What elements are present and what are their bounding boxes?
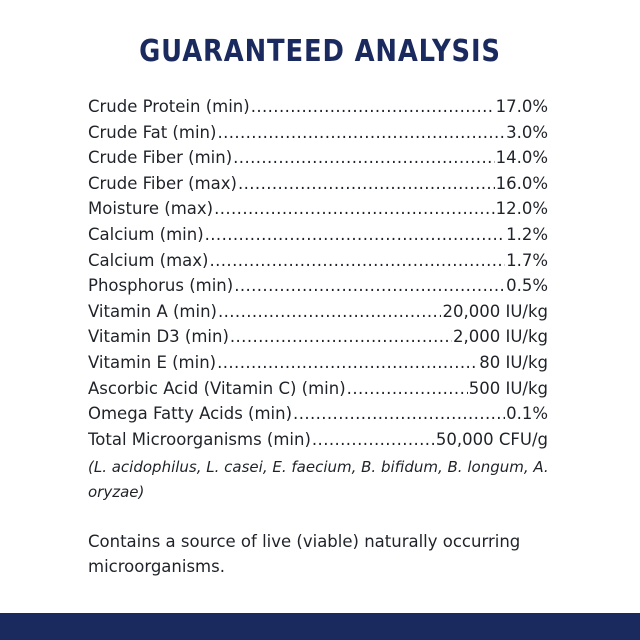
dot-leader (251, 94, 495, 120)
analysis-row (88, 299, 548, 325)
analysis-row (88, 222, 548, 248)
dot-leader (205, 222, 505, 248)
analysis-value: 1.2% (506, 224, 548, 244)
analysis-row (88, 196, 548, 222)
analysis-row (88, 324, 548, 350)
dot-leader (347, 376, 468, 402)
analysis-label: Calcium (min) (88, 224, 204, 244)
analysis-label: Omega Fatty Acids (min) (88, 404, 293, 424)
analysis-value: 50,000 CFU/g (435, 429, 548, 449)
analysis-row (88, 94, 548, 120)
analysis-label: Moisture (max) (88, 199, 214, 219)
analysis-label: Crude Fat (min) (88, 122, 217, 142)
analysis-row (88, 171, 548, 197)
dot-leader (233, 145, 494, 171)
dot-leader (293, 401, 505, 427)
analysis-label: Vitamin E (min) (88, 352, 217, 372)
analysis-label: Total Microorganisms (min) (88, 429, 311, 449)
analysis-value: 1.7% (506, 250, 548, 270)
dot-leader (238, 171, 495, 197)
analysis-value: 500 IU/kg (468, 378, 548, 398)
dot-leader (234, 273, 505, 299)
dot-leader (217, 350, 478, 376)
analysis-value: 2,000 IU/kg (452, 327, 548, 347)
analysis-row (88, 273, 548, 299)
analysis-value: 80 IU/kg (479, 352, 548, 372)
analysis-label: Phosphorus (min) (88, 276, 234, 296)
analysis-value: 0.5% (506, 276, 548, 296)
analysis-table (88, 94, 548, 452)
analysis-value: 20,000 IU/kg (442, 301, 548, 321)
dot-leader (312, 427, 435, 453)
analysis-label: Crude Fiber (min) (88, 148, 233, 168)
analysis-label: Vitamin A (min) (88, 301, 217, 321)
microorganism-strains-note: (L. acidophilus, L. casei, E. faecium, B. bifidum, B. longum, A. oryzae) (88, 458, 549, 501)
analysis-label: Crude Protein (min) (88, 97, 250, 116)
analysis-label: Vitamin D3 (min) (88, 327, 229, 347)
page-title: GUARANTEED ANALYSIS (139, 34, 501, 69)
analysis-value: 14.0% (495, 148, 548, 168)
live-microorganisms-statement: Contains a source of live (viable) naturally occurring microorganisms. (88, 532, 521, 576)
dot-leader (230, 324, 452, 350)
analysis-row (88, 248, 548, 274)
analysis-label: Ascorbic Acid (Vitamin C) (min) (88, 378, 346, 398)
dot-leader (217, 120, 505, 146)
dot-leader (218, 299, 442, 325)
analysis-value: 17.0% (495, 97, 548, 116)
analysis-row (88, 376, 548, 402)
analysis-row (88, 145, 548, 171)
dot-leader (209, 248, 505, 274)
analysis-row (88, 427, 548, 453)
analysis-label: Crude Fiber (max) (88, 173, 237, 193)
analysis-value: 16.0% (495, 173, 548, 193)
analysis-row (88, 120, 548, 146)
analysis-value: 3.0% (506, 122, 548, 142)
dot-leader (214, 196, 494, 222)
analysis-value: 12.0% (495, 199, 548, 219)
analysis-label: Calcium (max) (88, 250, 209, 270)
analysis-value: 0.1% (506, 404, 548, 424)
footer-bar (0, 613, 640, 640)
analysis-row (88, 401, 548, 427)
analysis-row (88, 350, 548, 376)
